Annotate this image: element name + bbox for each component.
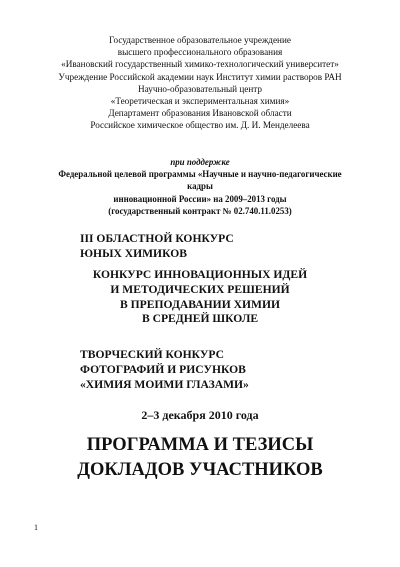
contest-creative-photos <box>0 348 400 392</box>
support-block <box>0 156 400 217</box>
support-line: инновационной России» на 2009–2013 годы <box>113 193 287 204</box>
event-date: 2–3 декабря 2010 года <box>141 408 259 422</box>
organization-line: высшего профессионального образования <box>117 47 283 58</box>
contest-line: ЮНЫХ ХИМИКОВ <box>80 246 187 260</box>
organization-line: «Ивановский государственный химико-технологический университет» <box>61 59 339 70</box>
organization-line: «Теоретическая и экспериментальная химия» <box>110 96 290 107</box>
support-line: Федеральной целевой программы «Научные и научно-педагогические <box>58 169 342 180</box>
support-line: кадры <box>187 181 213 192</box>
contest-innovative-ideas <box>0 268 400 327</box>
organization-line: Российское химическое общество им. Д. И. Менделеева <box>90 120 310 131</box>
support-line: (государственный контракт № 02.740.11.0253) <box>108 205 292 216</box>
contest-young-chemists <box>0 232 400 262</box>
organization-line: Учреждение Российской академии наук Институт химии растворов РАН <box>58 71 342 82</box>
document-title <box>0 433 400 482</box>
organization-line: Научно-образовательный центр <box>138 83 262 94</box>
contest-line: ТВОРЧЕСКИЙ КОНКУРС <box>80 348 224 361</box>
contest-line: III ОБЛАСТНОЙ КОНКУРС <box>80 232 234 245</box>
page-number: 1 <box>34 523 38 532</box>
contest-line: «ХИМИЯ МОИМИ ГЛАЗАМИ» <box>80 377 249 391</box>
contest-line: В СРЕДНЕЙ ШКОЛЕ <box>141 312 259 326</box>
contest-line: КОНКУРС ИННОВАЦИОННЫХ ИДЕЙ <box>92 268 308 281</box>
support-lead: при поддержке <box>170 157 230 167</box>
title-line: ПРОГРАММА И ТЕЗИСЫ <box>86 435 314 455</box>
title-line: ДОКЛАДОВ УЧАСТНИКОВ <box>77 459 323 480</box>
contest-line: В ПРЕПОДАВАНИИ ХИМИИ <box>120 297 280 311</box>
organization-line: Государственное образовательное учреждение <box>109 35 291 45</box>
organizations-block <box>0 34 400 132</box>
contest-line: И МЕТОДИЧЕСКИХ РЕШЕНИЙ <box>110 282 290 296</box>
organization-line: Департамент образования Ивановской области <box>108 108 292 119</box>
contest-line: ФОТОГРАФИЙ И РИСУНКОВ <box>80 362 246 376</box>
